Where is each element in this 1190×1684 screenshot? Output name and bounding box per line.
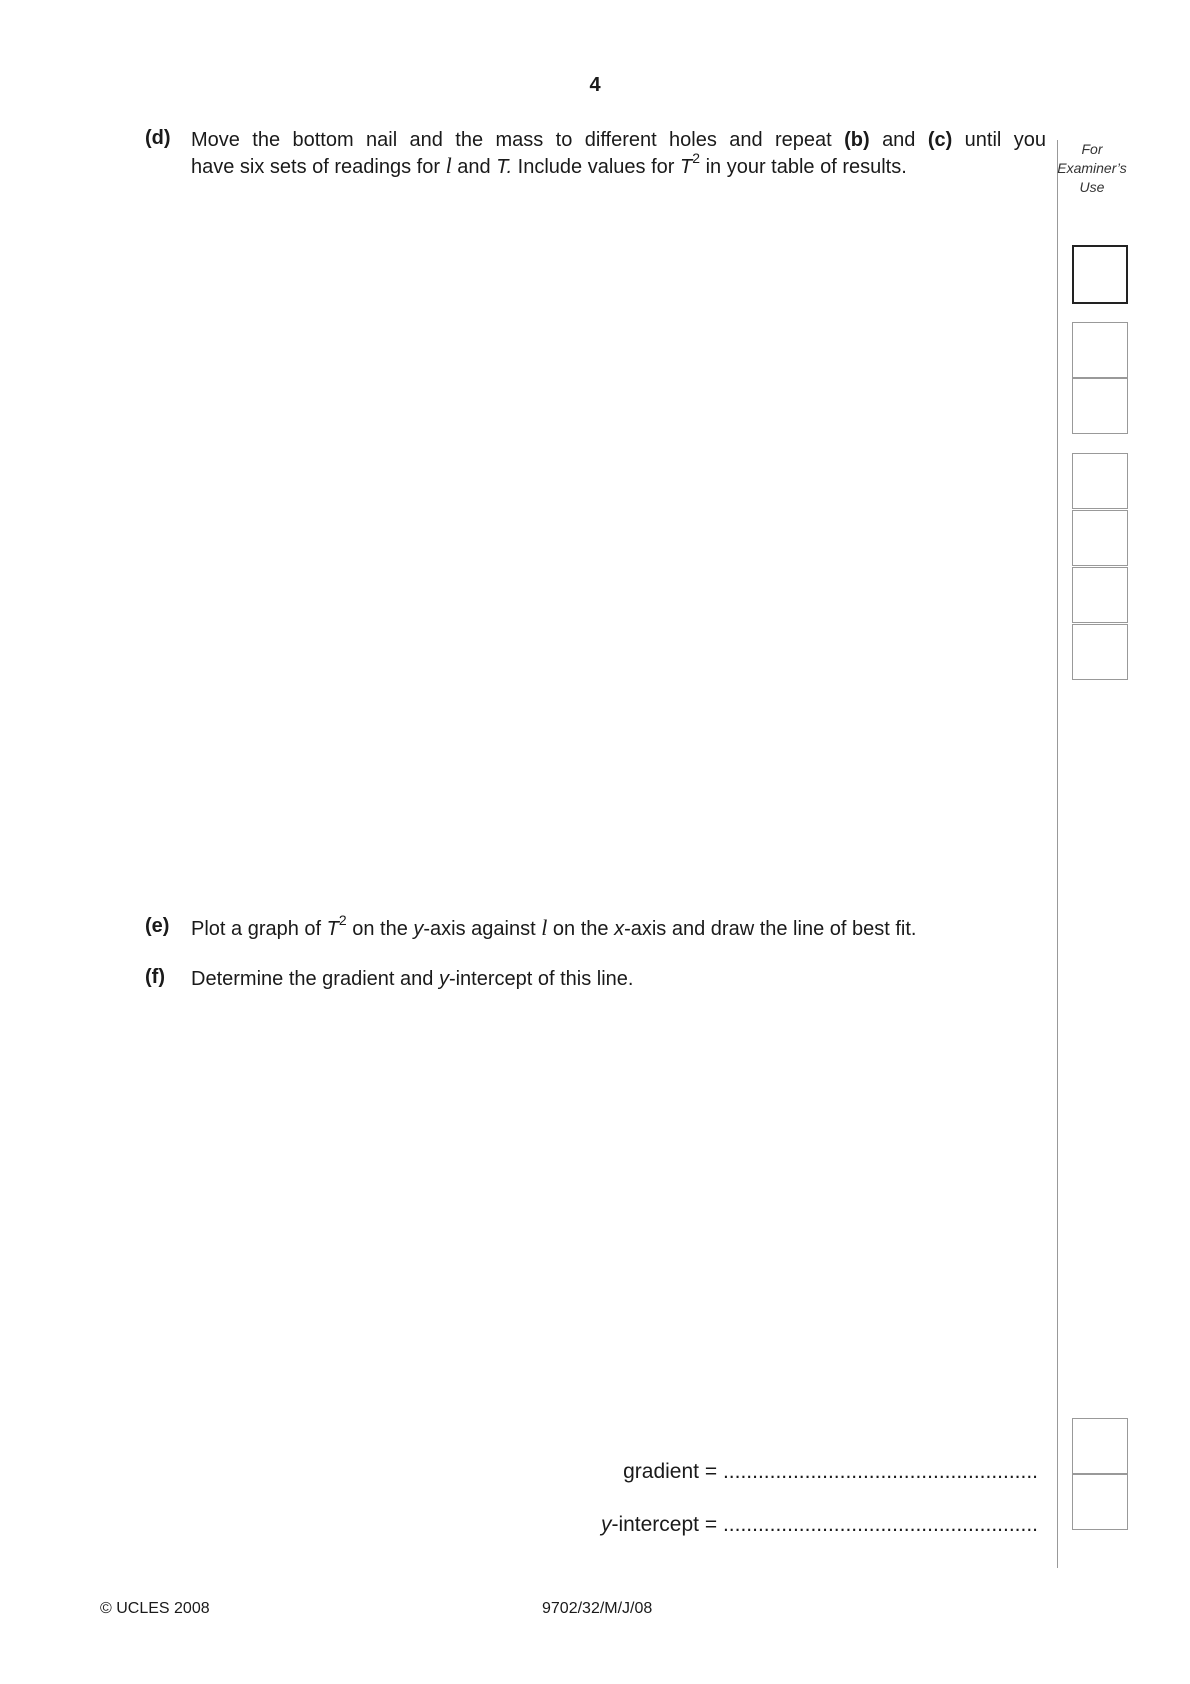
for-examiners-use-label (1052, 140, 1132, 197)
symbol-x: x (614, 918, 625, 940)
y-intercept-answer-line[interactable] (601, 1513, 1038, 1537)
examiner-mark-box (1072, 567, 1128, 623)
text: Move the bottom nail and the mass to different holes and repeat (191, 129, 845, 151)
examiner-mark-box (1072, 322, 1128, 378)
page-number: 4 (589, 74, 601, 96)
text: Determine the gradient and (191, 968, 439, 990)
dotted-line: ...................................................... (722, 1460, 1038, 1483)
symbol-l: l (541, 915, 548, 940)
footer-paper-code: 9702/32/M/J/08 (542, 1600, 653, 1617)
text: Examiner’s (1057, 160, 1127, 176)
symbol-y: y (413, 918, 424, 940)
examiner-margin-line (1057, 140, 1058, 1568)
gradient-answer-line[interactable] (623, 1460, 1038, 1484)
question-f-text (191, 966, 1046, 992)
y-intercept-label: -intercept = (611, 1513, 723, 1536)
symbol-T: T. (496, 156, 513, 178)
text: -axis and draw the line of best fit. (624, 918, 917, 940)
superscript: 2 (338, 912, 347, 929)
examiner-mark-box (1072, 510, 1128, 566)
ref-c: (c) (927, 129, 953, 151)
text: on the (346, 918, 414, 940)
superscript: 2 (692, 150, 701, 167)
text: and (869, 129, 928, 151)
symbol-y: y (438, 968, 449, 990)
text: -axis against (423, 918, 542, 940)
question-f-label: (f) (145, 966, 165, 988)
question-d-label: (d) (145, 127, 171, 149)
text: in your table of results. (700, 156, 907, 178)
gradient-label: gradient = (623, 1460, 723, 1483)
text: Plot a graph of (191, 918, 327, 940)
question-e-text (191, 912, 1046, 942)
examiner-mark-box (1072, 1474, 1128, 1530)
ref-b: (b) (844, 129, 870, 151)
text: have six sets of readings for (191, 156, 446, 178)
examiner-mark-box (1072, 1418, 1128, 1474)
text: Include values for (512, 156, 680, 178)
text: on the (547, 918, 615, 940)
question-d-line-2 (191, 150, 1046, 180)
symbol-T: T (326, 918, 339, 940)
text: -intercept of this line. (448, 968, 634, 990)
footer-copyright: © UCLES 2008 (100, 1600, 210, 1617)
examiner-mark-box (1072, 624, 1128, 680)
examiner-mark-box (1072, 245, 1128, 304)
examiner-mark-box (1072, 378, 1128, 434)
text: until you (952, 129, 1046, 151)
question-d-line-1 (191, 127, 1046, 153)
symbol-l: l (445, 153, 452, 178)
text: Use (1079, 179, 1105, 195)
text: For (1081, 141, 1103, 157)
question-e-label: (e) (145, 915, 170, 937)
dotted-line: ...................................................... (722, 1513, 1038, 1536)
text: and (451, 156, 497, 178)
symbol-y: y (600, 1513, 612, 1536)
examiner-mark-box (1072, 453, 1128, 509)
symbol-T: T (680, 156, 693, 178)
